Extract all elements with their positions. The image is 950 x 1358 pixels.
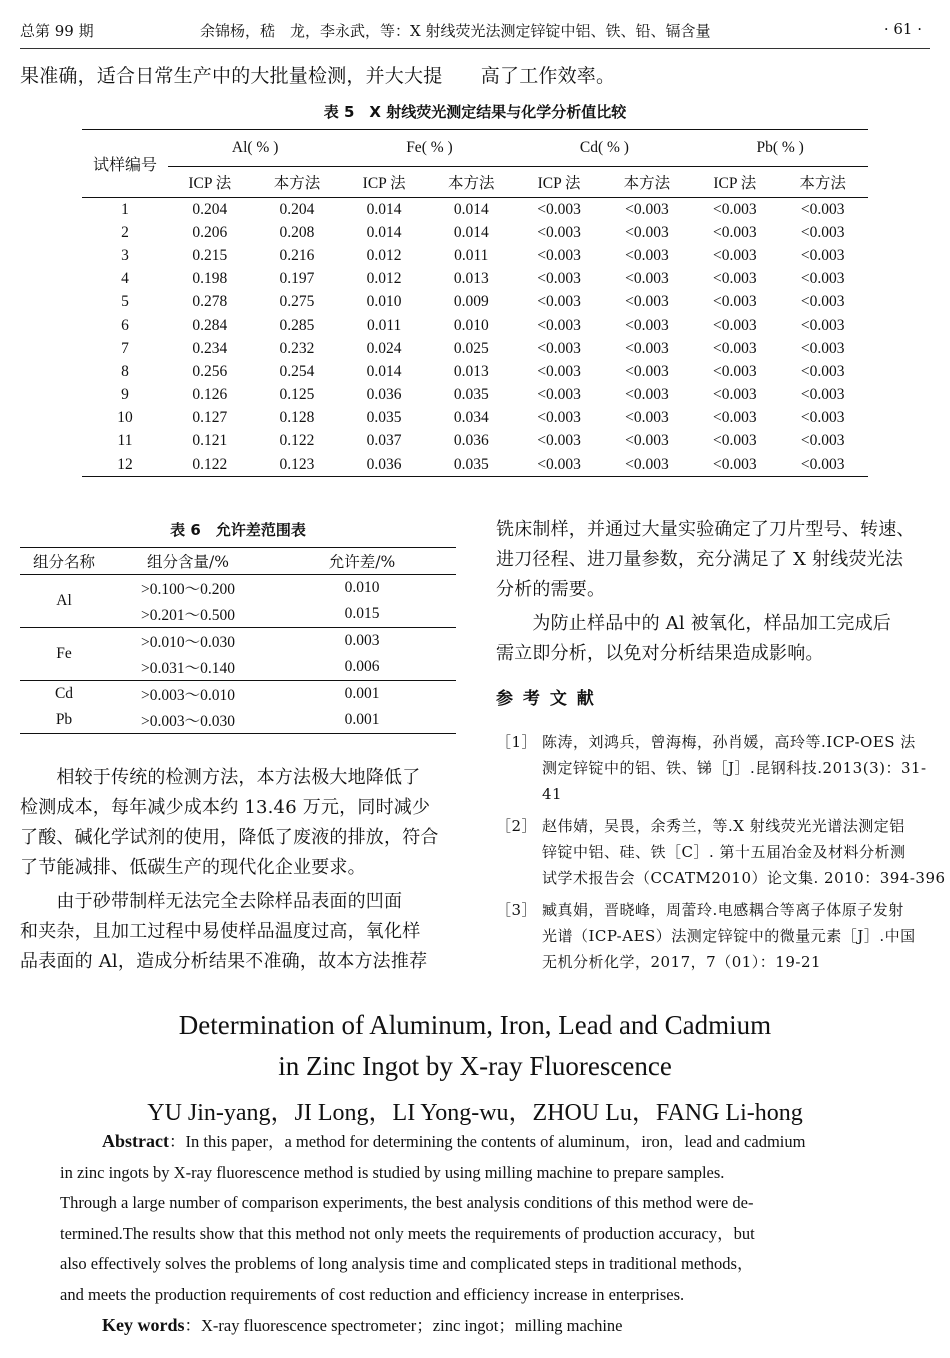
value-cell: 0.234 (192, 339, 228, 357)
value-cell: 0.025 (453, 339, 489, 357)
value-cell: <0.003 (712, 246, 757, 264)
table-row (82, 360, 868, 383)
paragraph (496, 609, 936, 669)
value-cell: <0.003 (625, 432, 669, 450)
table-row (20, 681, 456, 708)
text-line: 进刀径程、进刀量参数，充分满足了 X 射线荧光法 (496, 549, 904, 570)
value-cell: 0.036 (366, 386, 402, 404)
table-row (82, 430, 868, 453)
component-name-cell: Cd (54, 685, 74, 702)
value-cell: 0.035 (453, 455, 489, 473)
value-cell: <0.003 (800, 455, 845, 473)
value-cell: 0.121 (192, 432, 228, 450)
value-cell: <0.003 (712, 386, 757, 404)
text-line: 由于砂带制样无法完全去除样品表面的凹面 (20, 891, 403, 912)
tolerance-cell: 0.006 (344, 658, 380, 675)
table-row (82, 291, 868, 314)
value-cell: <0.003 (712, 223, 757, 241)
table5-group-header: Cd( % ) (517, 130, 693, 167)
value-cell: <0.003 (625, 339, 669, 357)
reference-line: 锌锭中铝、硅、铁［C］. 第十五届冶金及材料分析测 (542, 843, 906, 861)
value-cell: 0.035 (366, 409, 402, 427)
text-line: 铣床制样，并通过大量实验确定了刀片型号、转速、 (496, 519, 915, 540)
abstract-label: Abstract (102, 1131, 169, 1151)
value-cell: <0.003 (712, 409, 757, 427)
value-cell: <0.003 (537, 316, 581, 334)
value-cell: 0.036 (366, 455, 402, 473)
table6 (20, 547, 456, 734)
reference-line: 无机分析化学，2017，7（01）：19-21 (542, 953, 822, 971)
table6-header: 允许差/% (328, 553, 396, 571)
table5-sub-header: ICP 法 (188, 175, 232, 192)
value-cell: <0.003 (537, 200, 581, 218)
reference-item (496, 813, 946, 891)
right-column-text (496, 515, 936, 669)
value-cell: <0.003 (537, 432, 581, 450)
value-cell: 0.014 (453, 223, 489, 241)
value-cell: 0.034 (453, 409, 489, 427)
value-cell: 0.012 (366, 246, 402, 264)
value-cell: <0.003 (800, 362, 845, 380)
value-cell: 0.122 (279, 432, 315, 450)
value-cell: 0.256 (192, 362, 228, 380)
text-line: 需立即分析，以免对分析结果造成影响。 (496, 643, 824, 664)
value-cell: <0.003 (625, 362, 669, 380)
value-cell: <0.003 (712, 362, 757, 380)
abstract-line: Through a large number of comparison experiments, the best analysis conditions of this method were de- (60, 1193, 754, 1212)
paragraph (20, 763, 460, 883)
reference-line: 测定锌锭中的铝、铁、锑［J］.昆钢科技.2013(3)：31- (542, 759, 927, 777)
keywords-line (60, 1310, 892, 1342)
value-cell: <0.003 (625, 246, 669, 264)
component-name-cell: Fe (56, 645, 72, 662)
value-cell: <0.003 (537, 223, 581, 241)
value-cell: 0.012 (366, 270, 402, 288)
value-cell: 0.275 (279, 293, 315, 311)
value-cell: 0.126 (192, 386, 228, 404)
table5-sample-header: 试样编号 (92, 155, 157, 174)
value-cell: 0.010 (453, 316, 489, 334)
reference-line: 臧真娟，晋晓峰，周蕾玲.电感耦合等离子体原子发射 (542, 901, 904, 919)
table5-sub-header: 本方法 (799, 175, 846, 192)
content-range-cell: >0.100～0.200 (141, 581, 235, 598)
value-cell: 0.216 (279, 246, 315, 264)
component-name-cell: Al (56, 592, 72, 609)
value-cell: 0.284 (192, 316, 228, 334)
value-cell: 0.014 (366, 362, 402, 380)
value-cell: <0.003 (712, 339, 757, 357)
value-cell: 0.215 (192, 246, 228, 264)
reference-number: ［2］ (496, 817, 538, 835)
abstract-first-line (60, 1126, 892, 1158)
english-abstract (60, 1126, 892, 1342)
value-cell: 0.037 (366, 432, 402, 450)
sample-id-cell: 2 (121, 223, 129, 241)
table-row (82, 244, 868, 267)
tolerance-cell: 0.003 (344, 632, 380, 649)
value-cell: <0.003 (712, 455, 757, 473)
value-cell: 0.125 (279, 386, 315, 404)
header-authors-title: 余锦杨，嵇 龙，李永武，等：X 射线荧光法测定锌锭中铝、铁、铅、镉含量 (200, 22, 711, 40)
value-cell: 0.035 (453, 386, 489, 404)
value-cell: 0.198 (192, 270, 228, 288)
reference-number: ［1］ (496, 733, 538, 751)
value-cell: 0.013 (453, 270, 489, 288)
reference-number: ［3］ (496, 901, 538, 919)
value-cell: <0.003 (625, 386, 669, 404)
value-cell: <0.003 (537, 293, 581, 311)
sample-id-cell: 3 (121, 246, 129, 264)
table5-sub-header: ICP 法 (537, 175, 581, 192)
value-cell: 0.285 (279, 316, 315, 334)
value-cell: <0.003 (800, 246, 845, 264)
reference-line: 赵伟婧，吴畏，余秀兰，等.X 射线荧光光谱法测定铝 (542, 817, 905, 835)
sample-id-cell: 10 (117, 409, 133, 427)
value-cell: <0.003 (625, 409, 669, 427)
table6-caption: 表 6 允许差范围表 (170, 521, 306, 539)
reference-line: 41 (542, 785, 563, 803)
sample-id-cell: 7 (121, 339, 129, 357)
value-cell: 0.204 (192, 200, 228, 218)
text-line: 和夹杂，且加工过程中易使样品温度过高，氧化样 (20, 921, 421, 942)
value-cell: <0.003 (800, 200, 845, 218)
value-cell: <0.003 (537, 409, 581, 427)
table5-group-header: Pb( % ) (692, 130, 868, 167)
abstract-line: termined.The results show that this method not only meets the requirements of production accuracy，but (60, 1223, 755, 1243)
value-cell: <0.003 (800, 223, 845, 241)
value-cell: 0.123 (279, 455, 315, 473)
sample-id-cell: 8 (121, 362, 129, 380)
text-line: 了酸、碱化学试剂的使用，降低了废液的排放，符合 (20, 827, 439, 848)
value-cell: <0.003 (625, 293, 669, 311)
abstract-line: in zinc ingots by X-ray fluorescence method is studied by using milling machine to prepare samples. (60, 1162, 725, 1182)
tolerance-cell: 0.010 (344, 579, 380, 596)
value-cell: <0.003 (800, 386, 845, 404)
reference-text (542, 897, 916, 975)
value-cell: 0.278 (192, 293, 228, 311)
tolerance-cell: 0.001 (344, 685, 380, 702)
value-cell: <0.003 (712, 293, 757, 311)
value-cell: <0.003 (625, 270, 669, 288)
table5-group-header: Fe( % ) (342, 130, 516, 167)
table-row (82, 268, 868, 291)
component-name-cell: Pb (55, 711, 73, 728)
table6-header: 组分名称 (32, 553, 95, 571)
table-row (20, 707, 456, 734)
table-row (20, 575, 456, 602)
left-column-text (20, 763, 460, 977)
value-cell: 0.011 (454, 246, 489, 264)
value-cell: 0.010 (366, 293, 402, 311)
text-line: 相较于传统的检测方法，本方法极大地降低了 (20, 767, 421, 788)
value-cell: <0.003 (800, 293, 845, 311)
content-range-cell: >0.003～0.010 (141, 687, 235, 704)
value-cell: <0.003 (800, 432, 845, 450)
reference-item (496, 897, 936, 975)
table5-sub-header: 本方法 (448, 175, 495, 192)
table-row (82, 198, 868, 222)
value-cell: 0.122 (192, 455, 228, 473)
references-heading: 参 考 文 献 (496, 689, 596, 709)
value-cell: <0.003 (800, 316, 845, 334)
paragraph (496, 515, 936, 605)
table5-sub-header: 本方法 (623, 175, 671, 192)
text-line: 为防止样品中的 Al 被氧化，样品加工完成后 (496, 613, 891, 634)
value-cell: <0.003 (537, 270, 581, 288)
value-cell: 0.254 (279, 362, 315, 380)
abstract-line: also effectively solves the problems of long analysis time and complicated steps in traditional methods， (60, 1254, 754, 1273)
paragraph (20, 887, 460, 977)
value-cell: <0.003 (537, 386, 581, 404)
table-row (82, 407, 868, 430)
table5-group-header: Al( % ) (168, 130, 342, 167)
content-range-cell: >0.010～0.030 (141, 634, 235, 651)
value-cell: 0.024 (366, 339, 402, 357)
value-cell: <0.003 (537, 246, 581, 264)
value-cell: 0.014 (366, 223, 402, 241)
value-cell: 0.009 (453, 293, 489, 311)
reference-line: 光谱（ICP-AES）法测定锌锭中的微量元素［J］.中国 (542, 927, 916, 945)
table-row (82, 337, 868, 360)
references-section (496, 684, 946, 981)
value-cell: 0.014 (366, 200, 402, 218)
value-cell: <0.003 (712, 270, 757, 288)
value-cell: <0.003 (712, 200, 757, 218)
value-cell: 0.013 (453, 362, 489, 380)
sample-id-cell: 5 (121, 293, 129, 311)
sample-id-cell: 11 (117, 432, 133, 450)
value-cell: <0.003 (800, 409, 845, 427)
content-range-cell: >0.003～0.030 (141, 713, 235, 730)
value-cell: <0.003 (625, 223, 669, 241)
value-cell: <0.003 (625, 455, 669, 473)
value-cell: <0.003 (712, 432, 757, 450)
value-cell: 0.232 (279, 339, 315, 357)
keywords-label: Key words (102, 1315, 185, 1335)
value-cell: 0.206 (192, 223, 228, 241)
english-authors: YU Jin-yang，JI Long，LI Yong-wu，ZHOU Lu，FANG Li-hong (147, 1100, 803, 1126)
abstract-line: and meets the production requirements of cost reduction and efficiency increase in enterprises. (60, 1284, 685, 1304)
value-cell: 0.197 (279, 270, 315, 288)
table-row (20, 628, 456, 655)
table5-sub-header: 本方法 (273, 175, 321, 192)
text-line: 品表面的 Al，造成分析结果不准确，故本方法推荐 (20, 951, 428, 972)
reference-line: 陈涛，刘鸿兵，曾海梅，孙肖媛，高玲等.ICP-OES 法 (542, 733, 916, 751)
value-cell: <0.003 (800, 339, 845, 357)
text-line: 检测成本，每年减少成本约 13.46 万元，同时减少 (20, 797, 431, 818)
reference-item (496, 729, 936, 807)
value-cell: 0.208 (279, 223, 315, 241)
table5-caption: 表 5 X 射线荧光测定结果与化学分析值比较 (323, 103, 627, 121)
content-range-cell: >0.031～0.140 (141, 660, 235, 677)
value-cell: <0.003 (712, 316, 757, 334)
value-cell: <0.003 (800, 270, 845, 288)
sample-id-cell: 1 (121, 200, 129, 218)
sample-id-cell: 4 (121, 270, 129, 288)
text-line: 了节能减排、低碳生产的现代化企业要求。 (20, 857, 366, 878)
running-header (20, 18, 930, 49)
english-title-line2: in Zinc Ingot by X-ray Fluorescence (278, 1051, 672, 1081)
content-range-cell: >0.201～0.500 (141, 607, 235, 624)
sample-id-cell: 9 (121, 386, 129, 404)
table-row (82, 314, 868, 337)
tolerance-cell: 0.001 (344, 711, 380, 728)
value-cell: 0.011 (366, 316, 402, 334)
value-cell: <0.003 (625, 200, 669, 218)
issue-number: 总第 99 期 (20, 22, 94, 40)
table5-sub-header: ICP 法 (362, 175, 406, 192)
table5-sub-header: ICP 法 (713, 175, 757, 192)
value-cell: <0.003 (537, 362, 581, 380)
value-cell: 0.036 (453, 432, 489, 450)
abstract-line: ：In this paper，a method for determining the contents of aluminum，iron，lead and cadmium (168, 1132, 806, 1151)
value-cell: <0.003 (625, 316, 669, 334)
tolerance-cell: 0.015 (344, 605, 380, 622)
table5 (82, 129, 868, 477)
value-cell: <0.003 (537, 339, 581, 357)
reference-text (542, 729, 927, 807)
table-row (82, 453, 868, 477)
value-cell: <0.003 (537, 455, 581, 473)
sample-id-cell: 6 (121, 316, 129, 334)
value-cell: 0.127 (192, 409, 228, 427)
value-cell: 0.128 (279, 409, 315, 427)
keywords-text: ：X-ray fluorescence spectrometer；zinc ingot；milling machine (184, 1316, 623, 1335)
intro-line: 果准确，适合日常生产中的大批量检测，并大大提 高了工作效率。 (20, 65, 616, 87)
english-title-line1: Determination of Aluminum, Iron, Lead and Cadmium (178, 1010, 772, 1040)
table-row (82, 384, 868, 407)
sample-id-cell: 12 (117, 455, 133, 473)
page-number: · 61 · (883, 20, 922, 38)
reference-line: 试学术报告会（CCATM2010）论文集. 2010：394-396 (542, 869, 946, 887)
table6-header: 组分含量/% (147, 553, 229, 571)
value-cell: 0.204 (279, 200, 315, 218)
reference-text (542, 813, 946, 891)
text-line: 分析的需要。 (496, 579, 606, 600)
table-row (82, 221, 868, 244)
value-cell: 0.014 (453, 200, 489, 218)
